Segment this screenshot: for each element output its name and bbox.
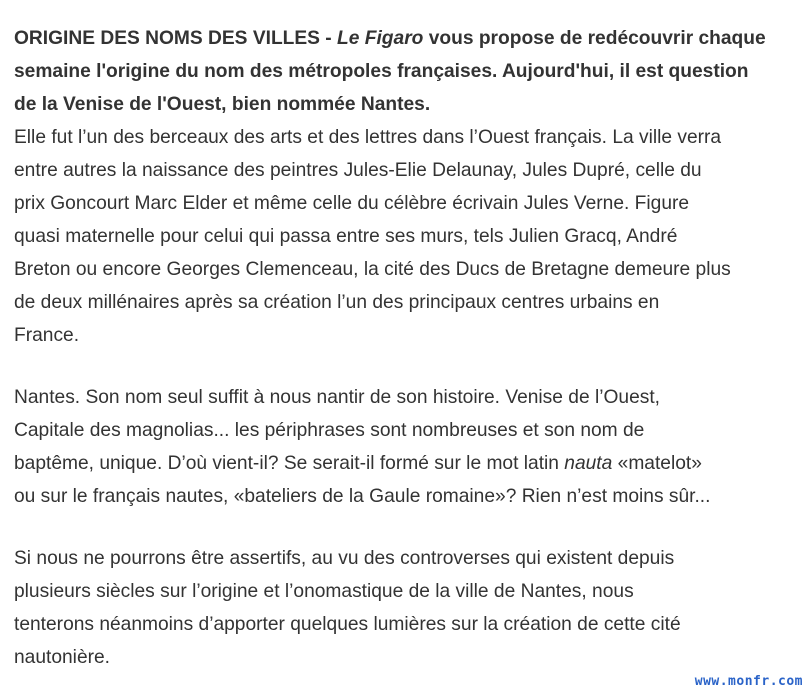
paragraph-3 bbox=[14, 542, 809, 674]
paragraph-line: Capitale des magnolias... les périphrases sont nombreuses et son nom de bbox=[14, 420, 645, 441]
lead-kicker: ORIGINE DES NOMS DES VILLES - bbox=[14, 28, 338, 49]
paragraph-line: de deux millénaires après sa création l’un des principaux centres urbains en bbox=[14, 292, 660, 313]
paragraph-line: France. bbox=[14, 325, 80, 346]
paragraph-line: entre autres la naissance des peintres Jules-Elie Delaunay, Jules Dupré, celle du bbox=[14, 160, 702, 181]
paragraph-2 bbox=[14, 381, 809, 513]
paragraph-line: ou sur le français nautes, «bateliers de la Gaule romaine»? Rien n’est moins sûr... bbox=[14, 486, 711, 507]
paragraph-line: Nantes. Son nom seul suffit à nous nantir de son histoire. Venise de l’Ouest, bbox=[14, 387, 661, 408]
paragraph-line: Si nous ne pourrons être assertifs, au vu des controverses qui existent depuis bbox=[14, 548, 675, 569]
paragraph-text: baptême, unique. D’où vient-il? Se serait-il formé sur le mot latin bbox=[14, 453, 565, 474]
paragraph-line: quasi maternelle pour celui qui passa entre ses murs, tels Julien Gracq, André bbox=[14, 226, 678, 247]
latin-word: nauta bbox=[564, 453, 613, 474]
paragraph-line bbox=[14, 447, 809, 480]
lead-text: vous propose de redécouvrir chaque bbox=[423, 28, 766, 49]
lead-source-name: Le Figaro bbox=[337, 28, 424, 49]
lead-line: semaine l'origine du nom des métropoles françaises. Aujourd'hui, il est question bbox=[14, 61, 749, 82]
paragraph-line: tenterons néanmoins d’apporter quelques lumières sur la création de cette cité bbox=[14, 614, 681, 635]
paragraph-line: Elle fut l’un des berceaux des arts et des lettres dans l’Ouest français. La ville verra bbox=[14, 127, 722, 148]
site-watermark: www.monfr.com bbox=[694, 674, 803, 689]
lead-line bbox=[14, 22, 809, 55]
paragraph-text: «matelot» bbox=[612, 453, 702, 474]
paragraph-gap bbox=[14, 513, 809, 542]
paragraph-line: prix Goncourt Marc Elder et même celle du célèbre écrivain Jules Verne. Figure bbox=[14, 193, 690, 214]
paragraph-line: plusieurs siècles sur l’origine et l’onomastique de la ville de Nantes, nous bbox=[14, 581, 634, 602]
paragraph-gap bbox=[14, 352, 809, 381]
paragraph-line: nautonière. bbox=[14, 647, 111, 668]
paragraph-1 bbox=[14, 121, 809, 352]
lead-line: de la Venise de l'Ouest, bien nommée Nantes. bbox=[14, 94, 431, 115]
article-body bbox=[14, 22, 809, 674]
article-lead bbox=[14, 22, 809, 121]
paragraph-line: Breton ou encore Georges Clemenceau, la cité des Ducs de Bretagne demeure plus bbox=[14, 259, 731, 280]
